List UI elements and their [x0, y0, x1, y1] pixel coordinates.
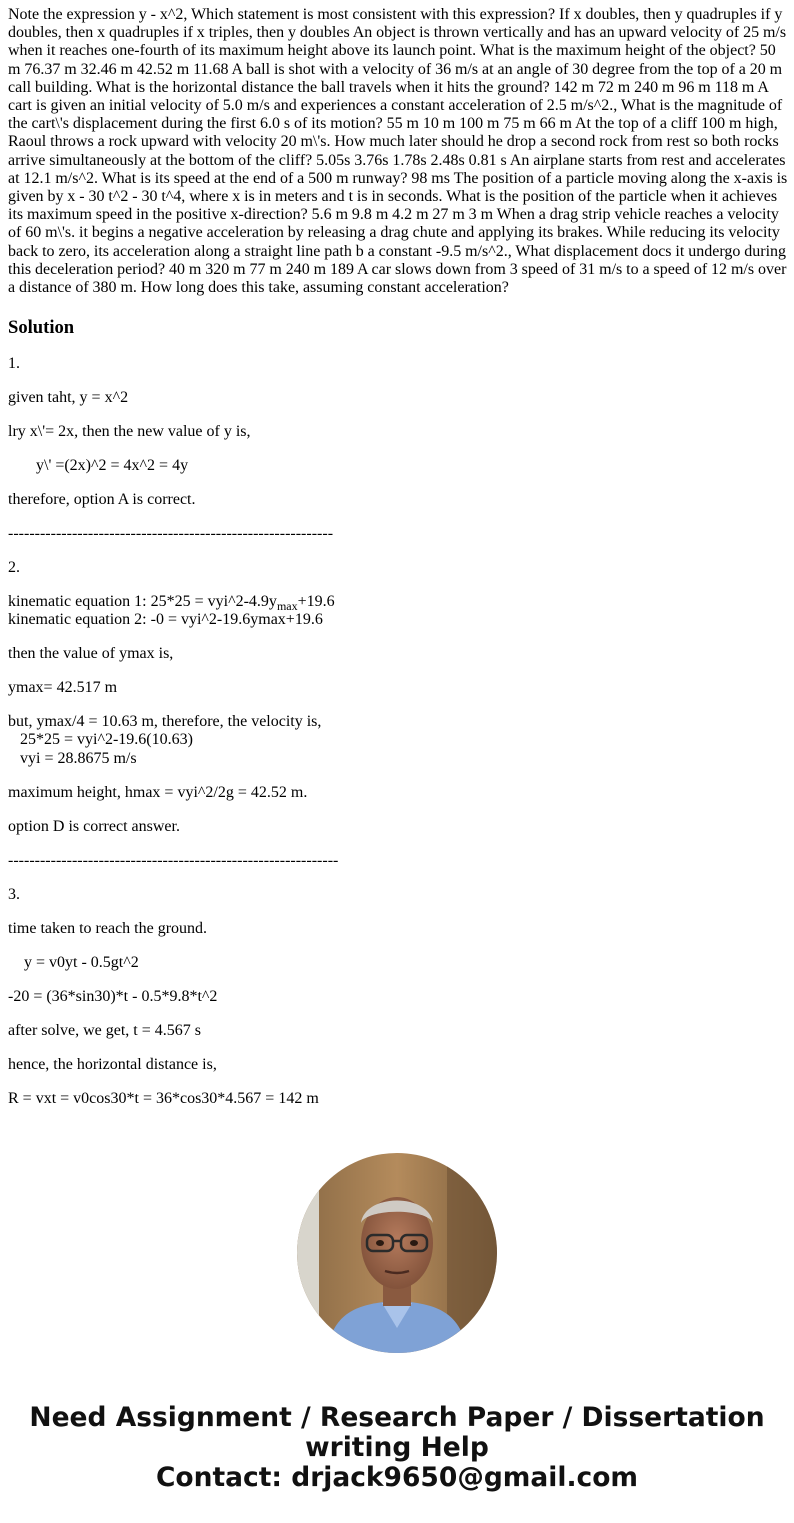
subscript: max [276, 599, 298, 614]
solution-line: lry x\'= 2x, then the new value of y is, [8, 423, 251, 441]
solution-line: -20 = (36*sin30)*t - 0.5*9.8*t^2 [8, 987, 218, 1005]
solution-line: y\' =(2x)^2 = 4x^2 = 4y [8, 457, 189, 475]
solution-line: hence, the horizontal distance is, [8, 1055, 217, 1073]
solution-line: vyi = 28.8675 m/s [8, 749, 137, 767]
solution-part-2 [8, 559, 788, 870]
kinematic-equation-2: kinematic equation 2: -0 = vyi^2-19.6ymax+19.6 [8, 611, 323, 629]
solution-line: time taken to reach the ground. [8, 919, 208, 937]
solution-line: ymax= 42.517 m [8, 679, 118, 697]
author-avatar [297, 1153, 497, 1353]
solution-line: but, ymax/4 = 10.63 m, therefore, the velocity is, [8, 713, 322, 731]
solution-line: given taht, y = x^2 [8, 389, 129, 407]
solution-line: after solve, we get, t = 4.567 s [8, 1021, 201, 1039]
solution-line: R = vxt = v0cos30*t = 36*cos30*4.567 = 142 m [8, 1089, 319, 1107]
part-number: 2. [8, 559, 20, 577]
solution-line: y = v0yt - 0.5gt^2 [8, 953, 139, 971]
kinematic-equation-1 [8, 593, 788, 614]
separator: ------------------------------------------------------------- [8, 525, 334, 543]
separator: -------------------------------------------------------------- [8, 851, 339, 869]
document-body [8, 6, 788, 1108]
promo-footer [0, 1403, 794, 1493]
question-text: Note the expression y - x^2, Which statement is most consistent with this expression? If x doubles, then y quadruples if y doubles, then x quadruples if x triples, then y doubles An object is thrown vertically and has an upward velocity of 25 m/s when it reaches one-fourth of its maximum height above its launch point. What is the maximum height of the object? 50 m 76.37 m 32.46 m 42.52 m 11.68 A ball is shot with a velocity of 36 m/s at an angle of 30 degree from the top of a 20 m call building. What is the horizontal distance the ball travels when it hits the ground? 142 m 72 m 240 m 96 m 118 m A cart is given an initial velocity of 5.0 m/s and experiences a constant acceleration of 2.5 m/s^2., What is the magnitude of the cart\'s displacement during the first 6.0 s of its motion? 55 m 10 m 100 m 75 m 66 m At the top of a cliff 100 m high, Raoul throws a rock upward with velocity 20 m\'s. How much later should he drop a second rock from rest so both rocks arrive simultaneously at the bottom of the cliff? 5.05s 3.76s 1.78s 2.48s 0.81 s An airplane starts from rest and accelerates at 12.1 m/s^2. What is its speed at the end of a 500 m runway? 98 ms The position of a particle moving along the x-axis is given by x - 30 t^2 - 30 t^4, where x is in meters and t is in seconds. What is the position of the particle when it achieves its maximum speed in the positive x-direction? 5.6 m 9.8 m 4.2 m 27 m 3 m When a drag strip vehicle reaches a velocity of 60 m\'s. it begins a negative acceleration by releasing a drag chute and applying its brakes. While reducing its velocity back to zero, its acceleration along a straight line path b a constant -9.5 m/s^2., What displacement docs it undergo during this deceleration period? 40 m 320 m 77 m 240 m 189 A car slows down from 3 speed of 31 m/s to a speed of 12 m/s over a distance of 380 m. How long does this take, assuming constant acceleration? [8, 6, 788, 297]
part-number: 3. [8, 885, 20, 903]
solution-part-3 [8, 886, 788, 1108]
solution-heading: Solution [8, 317, 75, 339]
equation-text: kinematic equation 1: 25*25 = vyi^2-4.9y [8, 593, 277, 611]
equation-text: +19.6 [297, 593, 335, 611]
contact-line: Contact: drjack9650@gmail.com [155, 1462, 639, 1493]
solution-line: option D is correct answer. [8, 817, 180, 835]
promo-line: Need Assignment / Research Paper / Dissertation [29, 1402, 765, 1433]
part-number: 1. [8, 355, 20, 373]
solution-part-1 [8, 355, 788, 543]
solution-line: then the value of ymax is, [8, 645, 174, 663]
portrait-photo [297, 1153, 497, 1353]
promo-line: writing Help [305, 1432, 489, 1463]
solution-line: therefore, option A is correct. [8, 491, 196, 509]
solution-line: maximum height, hmax = vyi^2/2g = 42.52 m. [8, 783, 308, 801]
solution-line: 25*25 = vyi^2-19.6(10.63) [8, 731, 193, 749]
